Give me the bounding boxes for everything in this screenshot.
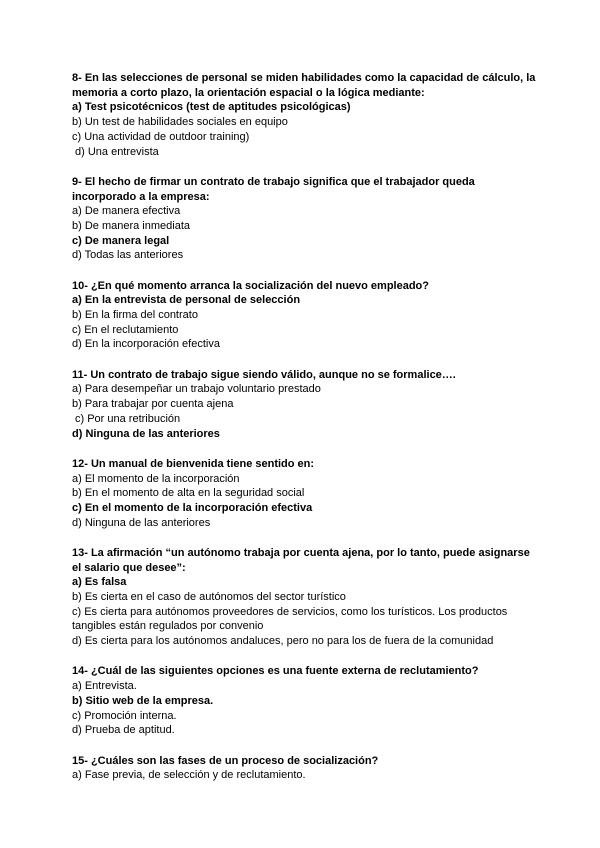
question-13 — [72, 546, 542, 649]
question-title: 14- ¿Cuál de las siguientes opciones es una fuente externa de reclutamiento? — [72, 665, 479, 678]
option-d: d) Ninguna de las anteriores — [72, 516, 211, 529]
question-title: 8- En las selecciones de personal se miden habilidades como la capacidad de cálculo, la memoria a corto plazo, la orientación espacial o la lógica mediante: — [72, 72, 536, 99]
option-c: c) Una actividad de outdoor training) — [72, 130, 250, 143]
option-c-answer: c) En el momento de la incorporación efectiva — [72, 501, 313, 514]
option-d: d) Prueba de aptitud. — [72, 724, 175, 737]
option-c-answer: c) De manera legal — [72, 234, 170, 247]
option-a-answer: a) Test psicotécnicos (test de aptitudes psicológicas) — [72, 101, 351, 114]
option-a: a) Fase previa, de selección y de reclutamiento. — [72, 769, 306, 782]
option-b: b) Es cierta en el caso de autónomos del sector turístico — [72, 591, 346, 604]
option-d: d) En la incorporación efectiva — [72, 338, 220, 351]
question-title: 10- ¿En qué momento arranca la socialización del nuevo empleado? — [72, 279, 429, 292]
question-14 — [72, 664, 542, 738]
option-a-answer: a) Es falsa — [72, 576, 127, 589]
question-9 — [72, 175, 542, 263]
option-b: b) En la firma del contrato — [72, 309, 198, 322]
question-12 — [72, 457, 542, 531]
question-title: 15- ¿Cuáles son las fases de un proceso de socialización? — [72, 754, 379, 767]
option-a: a) El momento de la incorporación — [72, 472, 240, 485]
option-a-answer: a) En la entrevista de personal de selección — [72, 294, 301, 307]
option-a: a) De manera efectiva — [72, 205, 181, 218]
option-c: c) Es cierta para autónomos proveedores de servicios, como los turísticos. Los productos tangibles están regulados por convenio — [72, 605, 508, 633]
option-b-answer: b) Sitio web de la empresa. — [72, 694, 214, 707]
question-10 — [72, 279, 542, 353]
option-d: d) Todas las anteriores — [72, 249, 184, 262]
option-b: b) En el momento de alta en la seguridad social — [72, 487, 305, 500]
option-c: c) Promoción interna. — [72, 709, 177, 722]
question-11 — [72, 368, 542, 442]
option-a: a) Entrevista. — [72, 680, 137, 693]
question-title: 11- Un contrato de trabajo sigue siendo válido, aunque no se formalice…. — [72, 368, 456, 381]
option-c: c) Por una retribución — [75, 412, 181, 425]
option-d: d) Es cierta para los autónomos andaluces, pero no para los de fuera de la comunidad — [72, 635, 494, 648]
option-d: d) Una entrevista — [75, 145, 159, 158]
option-b: b) Para trabajar por cuenta ajena — [72, 398, 234, 411]
option-b: b) Un test de habilidades sociales en equipo — [72, 116, 288, 129]
option-a: a) Para desempeñar un trabajo voluntario prestado — [72, 383, 321, 396]
question-8 — [72, 71, 542, 159]
question-title: 9- El hecho de firmar un contrato de trabajo significa que el trabajador queda incorporado a la empresa: — [72, 175, 475, 203]
option-b: b) De manera inmediata — [72, 219, 191, 232]
option-c: c) En el reclutamiento — [72, 323, 179, 336]
question-title: 13- La afirmación “un autónomo trabaja por cuenta ajena, por lo tanto, puede asignarse el salario que desee”: — [72, 546, 530, 574]
question-15 — [72, 754, 542, 783]
option-d-answer: d) Ninguna de las anteriores — [72, 427, 220, 440]
question-list — [72, 71, 542, 799]
question-title: 12- Un manual de bienvenida tiene sentido en: — [72, 457, 315, 470]
